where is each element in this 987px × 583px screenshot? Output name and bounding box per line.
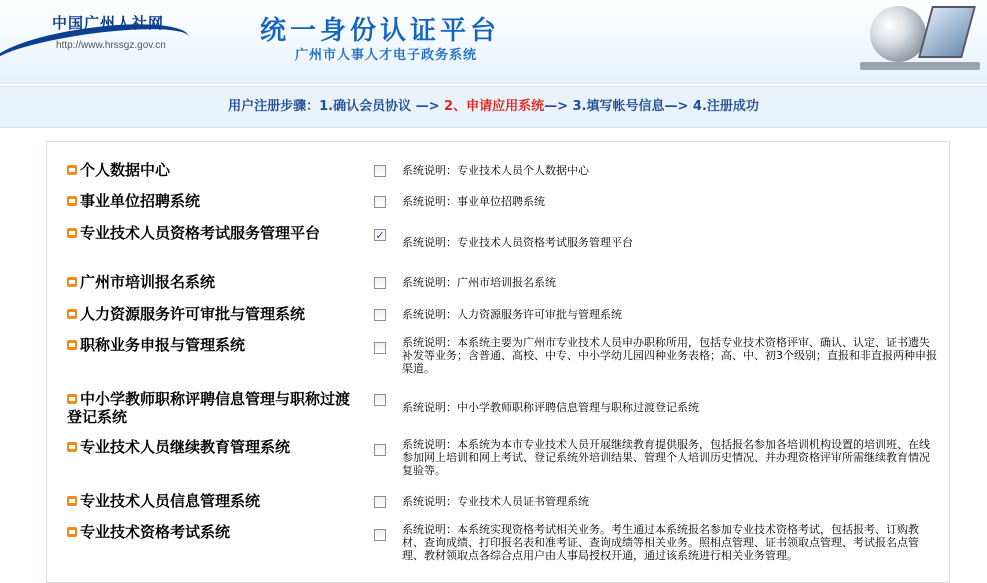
system-description: 系统说明：人力资源服务许可审批与管理系统 xyxy=(402,308,622,321)
bullet-icon xyxy=(67,394,77,404)
system-description: 系统说明：中小学教师职称评聘信息管理与职称过渡登记系统 xyxy=(402,401,699,414)
site-url: http://www.hrssgz.gov.cn xyxy=(56,40,166,51)
system-name: 职称业务申报与管理系统 xyxy=(67,336,357,354)
bullet-icon xyxy=(67,228,77,238)
system-name: 人力资源服务许可审批与管理系统 xyxy=(67,305,357,323)
system-description: 系统说明：事业单位招聘系统 xyxy=(402,195,545,208)
system-list-panel xyxy=(46,141,950,583)
system-description: 系统说明：本系统主要为广州市专业技术人员申办职称所用，包括专业技术资格评审、确认、认定、证书遗失补发等业务；含普通、高校、中专、中小学幼儿园四种业务表格；高、中、初3个级别；直报和非直报两种申报渠道。 xyxy=(402,336,937,375)
steps-prefix: 用户注册步骤： xyxy=(228,99,320,114)
system-description: 系统说明：广州市培训报名系统 xyxy=(402,276,556,289)
registration-steps xyxy=(0,86,987,128)
system-name: 事业单位招聘系统 xyxy=(67,192,357,210)
system-checkbox[interactable] xyxy=(374,196,386,208)
page-subtitle: 广州市人事人才电子政务系统 xyxy=(295,48,478,63)
site-logo[interactable]: 中国广州人社网 xyxy=(52,14,165,32)
step-3: 3.填写帐号信息 xyxy=(572,99,665,114)
system-name: 中小学教师职称评聘信息管理与职称过渡登记系统 xyxy=(67,390,351,426)
system-checkbox[interactable] xyxy=(374,496,386,508)
step-4: 4.注册成功 xyxy=(692,99,759,114)
bullet-icon xyxy=(67,442,77,452)
system-checkbox[interactable] xyxy=(374,277,386,289)
bullet-icon xyxy=(67,340,77,350)
page-title: 统一身份认证平台 xyxy=(260,16,501,46)
system-description: 系统说明：专业技术人员资格考试服务管理平台 xyxy=(402,236,633,249)
system-description: 系统说明：本系统实现资格考试相关业务。考生通过本系统报名参加专业技术资格考试，包括报考、订购教材、查询成绩、打印报名表和准考证、查询成绩等相关业务。照相点管理、证书领取点管理、考试报名点管理、教材领取点各综合点用户由人事局授权开通，通过该系统进行相关业务管理。 xyxy=(402,523,919,562)
system-checkbox[interactable] xyxy=(374,529,386,541)
system-description: 系统说明：专业技术人员个人数据中心 xyxy=(402,164,589,177)
system-checkbox[interactable] xyxy=(374,165,386,177)
system-name: 广州市培训报名系统 xyxy=(67,273,357,291)
step-2-active: 2、申请应用系统 xyxy=(444,99,545,114)
system-description: 系统说明：本系统为本市专业技术人员开展继续教育提供服务，包括报名参加各培训机构设置的培训班、在线参加网上培训和网上考试、登记系统外培训结果、管理个人培训历史情况、并办理资格评审所需继续教育情况复验等。 xyxy=(402,438,930,477)
system-name: 专业技术人员资格考试服务管理平台 xyxy=(67,224,357,242)
system-checkbox[interactable] xyxy=(374,342,386,354)
step-arrow: —> xyxy=(544,99,573,114)
laptop-base-icon xyxy=(860,62,980,70)
system-checkbox[interactable] xyxy=(374,444,386,456)
bullet-icon xyxy=(67,496,77,506)
bullet-icon xyxy=(67,196,77,206)
checkmark-icon: ✓ xyxy=(375,229,385,242)
bullet-icon xyxy=(67,309,77,319)
system-name: 个人数据中心 xyxy=(67,161,357,179)
system-name: 专业技术人员信息管理系统 xyxy=(67,492,357,510)
system-description: 系统说明：专业技术人员证书管理系统 xyxy=(402,495,589,508)
system-checkbox-checked[interactable] xyxy=(374,229,386,241)
bullet-icon xyxy=(67,527,77,537)
system-name: 专业技术资格考试系统 xyxy=(67,523,357,541)
bullet-icon xyxy=(67,277,77,287)
step-arrow: —> xyxy=(411,99,445,114)
system-checkbox[interactable] xyxy=(374,394,386,406)
step-arrow: —> xyxy=(664,99,693,114)
system-name: 专业技术人员继续教育管理系统 xyxy=(67,438,357,456)
system-checkbox[interactable] xyxy=(374,309,386,321)
globe-icon xyxy=(870,6,926,62)
step-1: 1.确认会员协议 xyxy=(319,99,412,114)
header-banner xyxy=(0,0,987,84)
bullet-icon xyxy=(67,165,77,175)
laptop-icon xyxy=(918,6,976,58)
